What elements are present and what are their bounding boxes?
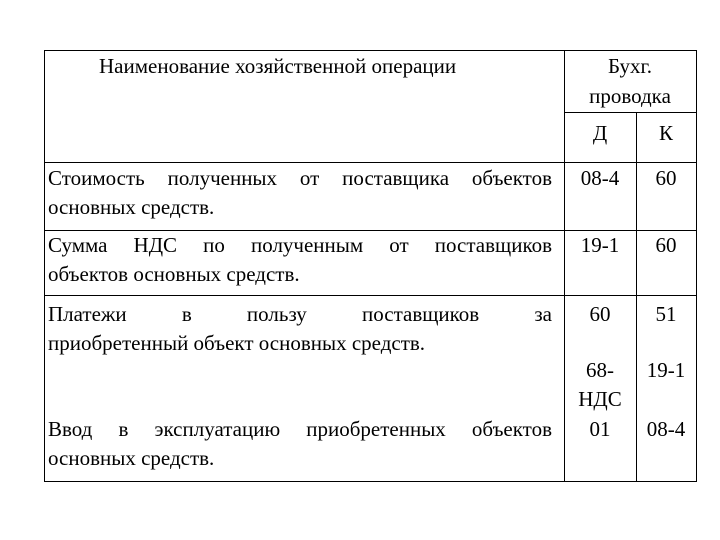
row-3-debit: 60 [589,302,611,326]
row-3-operation-line1: Платежи в пользу поставщиков за [48,302,552,326]
header-debit: Д [592,121,608,145]
header-bottom-divider [45,162,696,163]
row-4-debit: 01 [589,417,611,441]
row-3-operation [48,300,552,358]
row-3-debit2-line2: НДС [578,387,622,411]
row-1-credit: 60 [655,166,677,190]
row-1-operation-line1: Стоимость полученных от поставщика объектов [48,166,552,190]
row-1-operation [48,164,552,222]
row-1-operation-line2: основных средств. [48,195,215,219]
row-4-credit: 08-4 [646,417,686,441]
row-divider-2 [45,295,696,296]
row-4-operation-line2: основных средств. [48,446,215,470]
posting-subheader-divider [564,112,696,113]
header-posting-line1: Бухг. [607,54,653,78]
row-2-operation-line1: Сумма НДС по полученным от поставщиков [48,233,552,257]
row-2-operation [48,231,552,289]
row-1-debit: 08-4 [580,166,620,190]
header-posting-line2: проводка [589,84,671,108]
row-2-debit: 19-1 [580,233,620,257]
row-3-credit2: 19-1 [646,358,686,382]
row-3-operation-line2: приобретенный объект основных средств. [48,331,426,355]
row-4-operation-line1: Ввод в эксплуатацию приобретенных объектов [48,417,552,441]
row-2-credit: 60 [655,233,677,257]
row-4-operation [48,415,552,473]
header-credit: К [658,121,673,145]
row-2-operation-line2: объектов основных средств. [48,262,300,286]
header-operation: Наименование хозяйственной операции [99,54,457,78]
row-3-debit2-line1: 68- [586,358,614,382]
row-3-credit: 51 [655,302,677,326]
